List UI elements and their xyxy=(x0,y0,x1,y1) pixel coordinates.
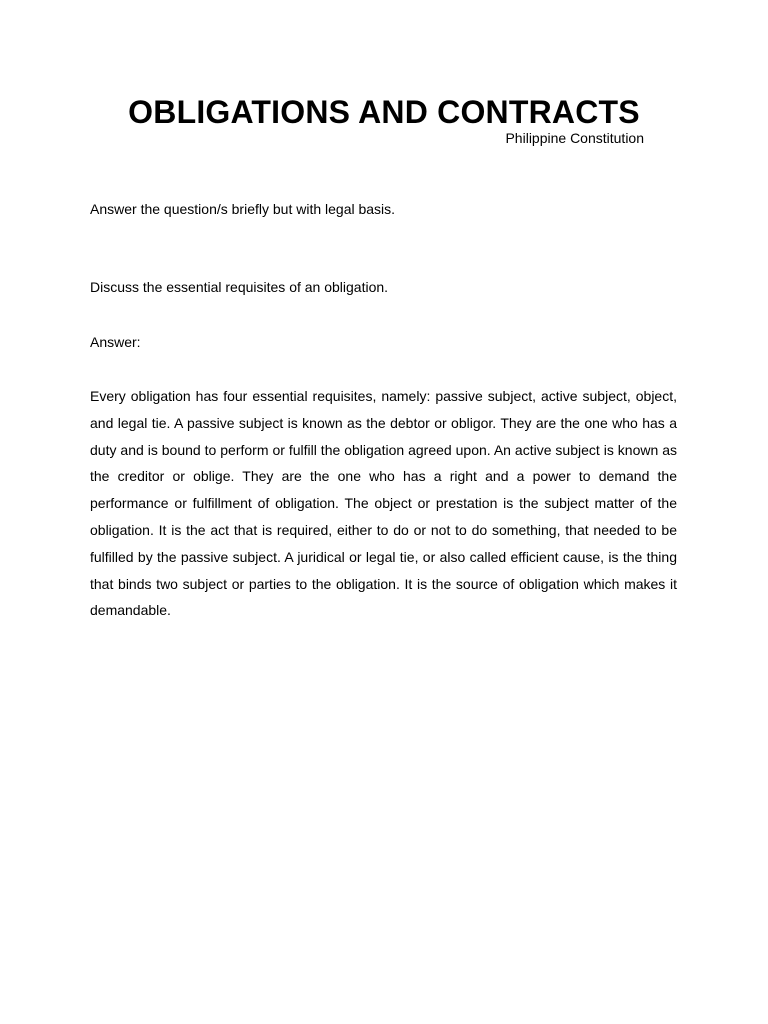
question-text: Discuss the essential requisites of an obligation. xyxy=(90,279,389,295)
page-title: OBLIGATIONS AND CONTRACTS xyxy=(128,94,640,130)
instruction-text: Answer the question/s briefly but with legal basis. xyxy=(90,201,396,217)
answer-paragraph: Every obligation has four essential requisites, namely: passive subject, active subject, object, and legal tie. A passive subject is known as the debtor or obligor. They are the one who has a duty and is bound to perform or fulfill the obligation agreed upon. An active subject is known as the creditor or oblige. They are the one who has a right and a power to demand the performance or fulfillment of obligation. The object or prestation is the subject matter of the obligation. It is the act that is required, either to do or not to do something, that needed to be fulfilled by the passive subject. A juridical or legal tie, or also called efficient cause, is the thing that binds two subject or parties to the obligation. It is the source of obligation which makes it demandable. xyxy=(90,388,677,619)
answer-label: Answer: xyxy=(90,334,141,350)
page-subtitle: Philippine Constitution xyxy=(505,130,644,146)
